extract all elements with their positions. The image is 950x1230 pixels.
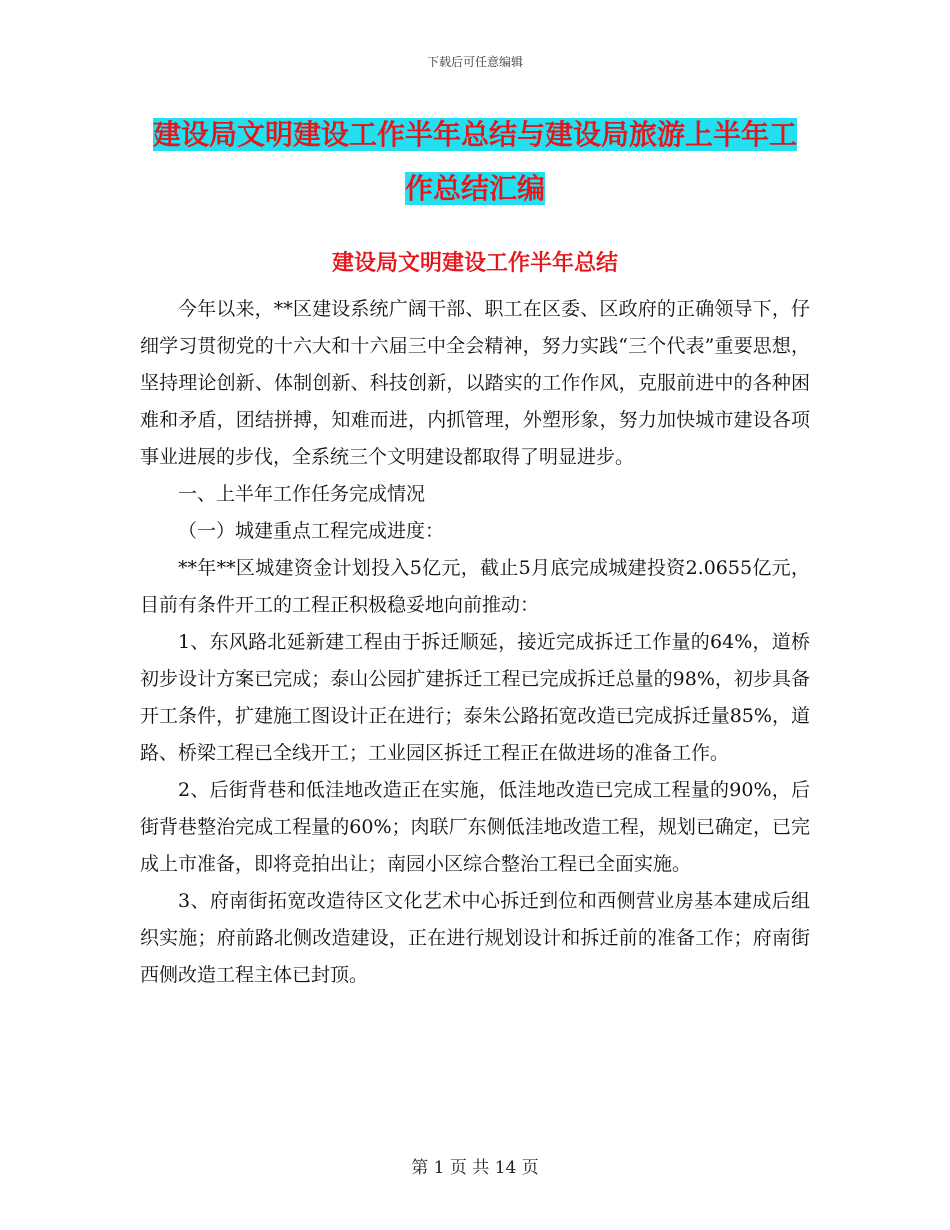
paragraph-investment: **年**区城建资金计划投入5亿元，截止5月底完成城建投资2.0655亿元，目前有条件开工的工程正积极稳妥地向前推动： (140, 557, 810, 616)
document-title-line-1: 建设局文明建设工作半年总结与建设局旅游上半年工 (152, 118, 797, 151)
paragraph-item-3: 3、府南街拓宽改造待区文化艺术中心拆迁到位和西侧营业房基本建成后组织实施；府前路北侧改造建设，正在进行规划设计和拆迁前的准备工作；府南街西侧改造工程主体已封顶。 (140, 890, 810, 986)
paragraph-intro: 今年以来，**区建设系统广阔干部、职工在区委、区政府的正确领导下，仔细学习贯彻党的十六大和十六届三中全会精神，努力实践“三个代表”重要思想，坚持理论创新、体制创新、科技创新，以踏实的工作作风，克服前进中的各种困难和矛盾，团结拼搏，知难而进，内抓管理，外塑形象，努力加快城市建设各项事业进展的步伐，全系统三个文明建设都取得了明显进步。 (140, 298, 810, 468)
paragraph-heading-1: 一、上半年工作任务完成情况 (178, 483, 426, 505)
page-number: 第 1 页 共 14 页 (411, 1158, 539, 1178)
page-header-note: 下载后可任意编辑 (426, 55, 523, 69)
section-title: 建设局文明建设工作半年总结 (331, 251, 618, 276)
document-body (140, 291, 810, 994)
paragraph-item-1: 1、东风路北延新建工程由于拆迁顺延，接近完成拆迁工作量的64%，道桥初步设计方案已完成；泰山公园扩建拆迁工程已完成拆迁总量的98%，初步具备开工条件，扩建施工图设计正在进行；泰朱公路拓宽改造已完成拆迁量85%，道路、桥梁工程已全线开工；工业园区拆迁工程正在做进场的准备工作。 (140, 631, 810, 764)
paragraph-item-2: 2、后街背巷和低洼地改造正在实施，低洼地改造已完成工程量的90%，后街背巷整治完成工程量的60%；肉联厂东侧低洼地改造工程，规划已确定，已完成上市准备，即将竞拍出让；南园小区综合整治工程已全面实施。 (140, 779, 810, 875)
paragraph-subheading-1: （一）城建重点工程完成进度： (178, 520, 445, 542)
document-title-line-2: 作总结汇编 (404, 172, 545, 205)
document-title (140, 108, 810, 216)
